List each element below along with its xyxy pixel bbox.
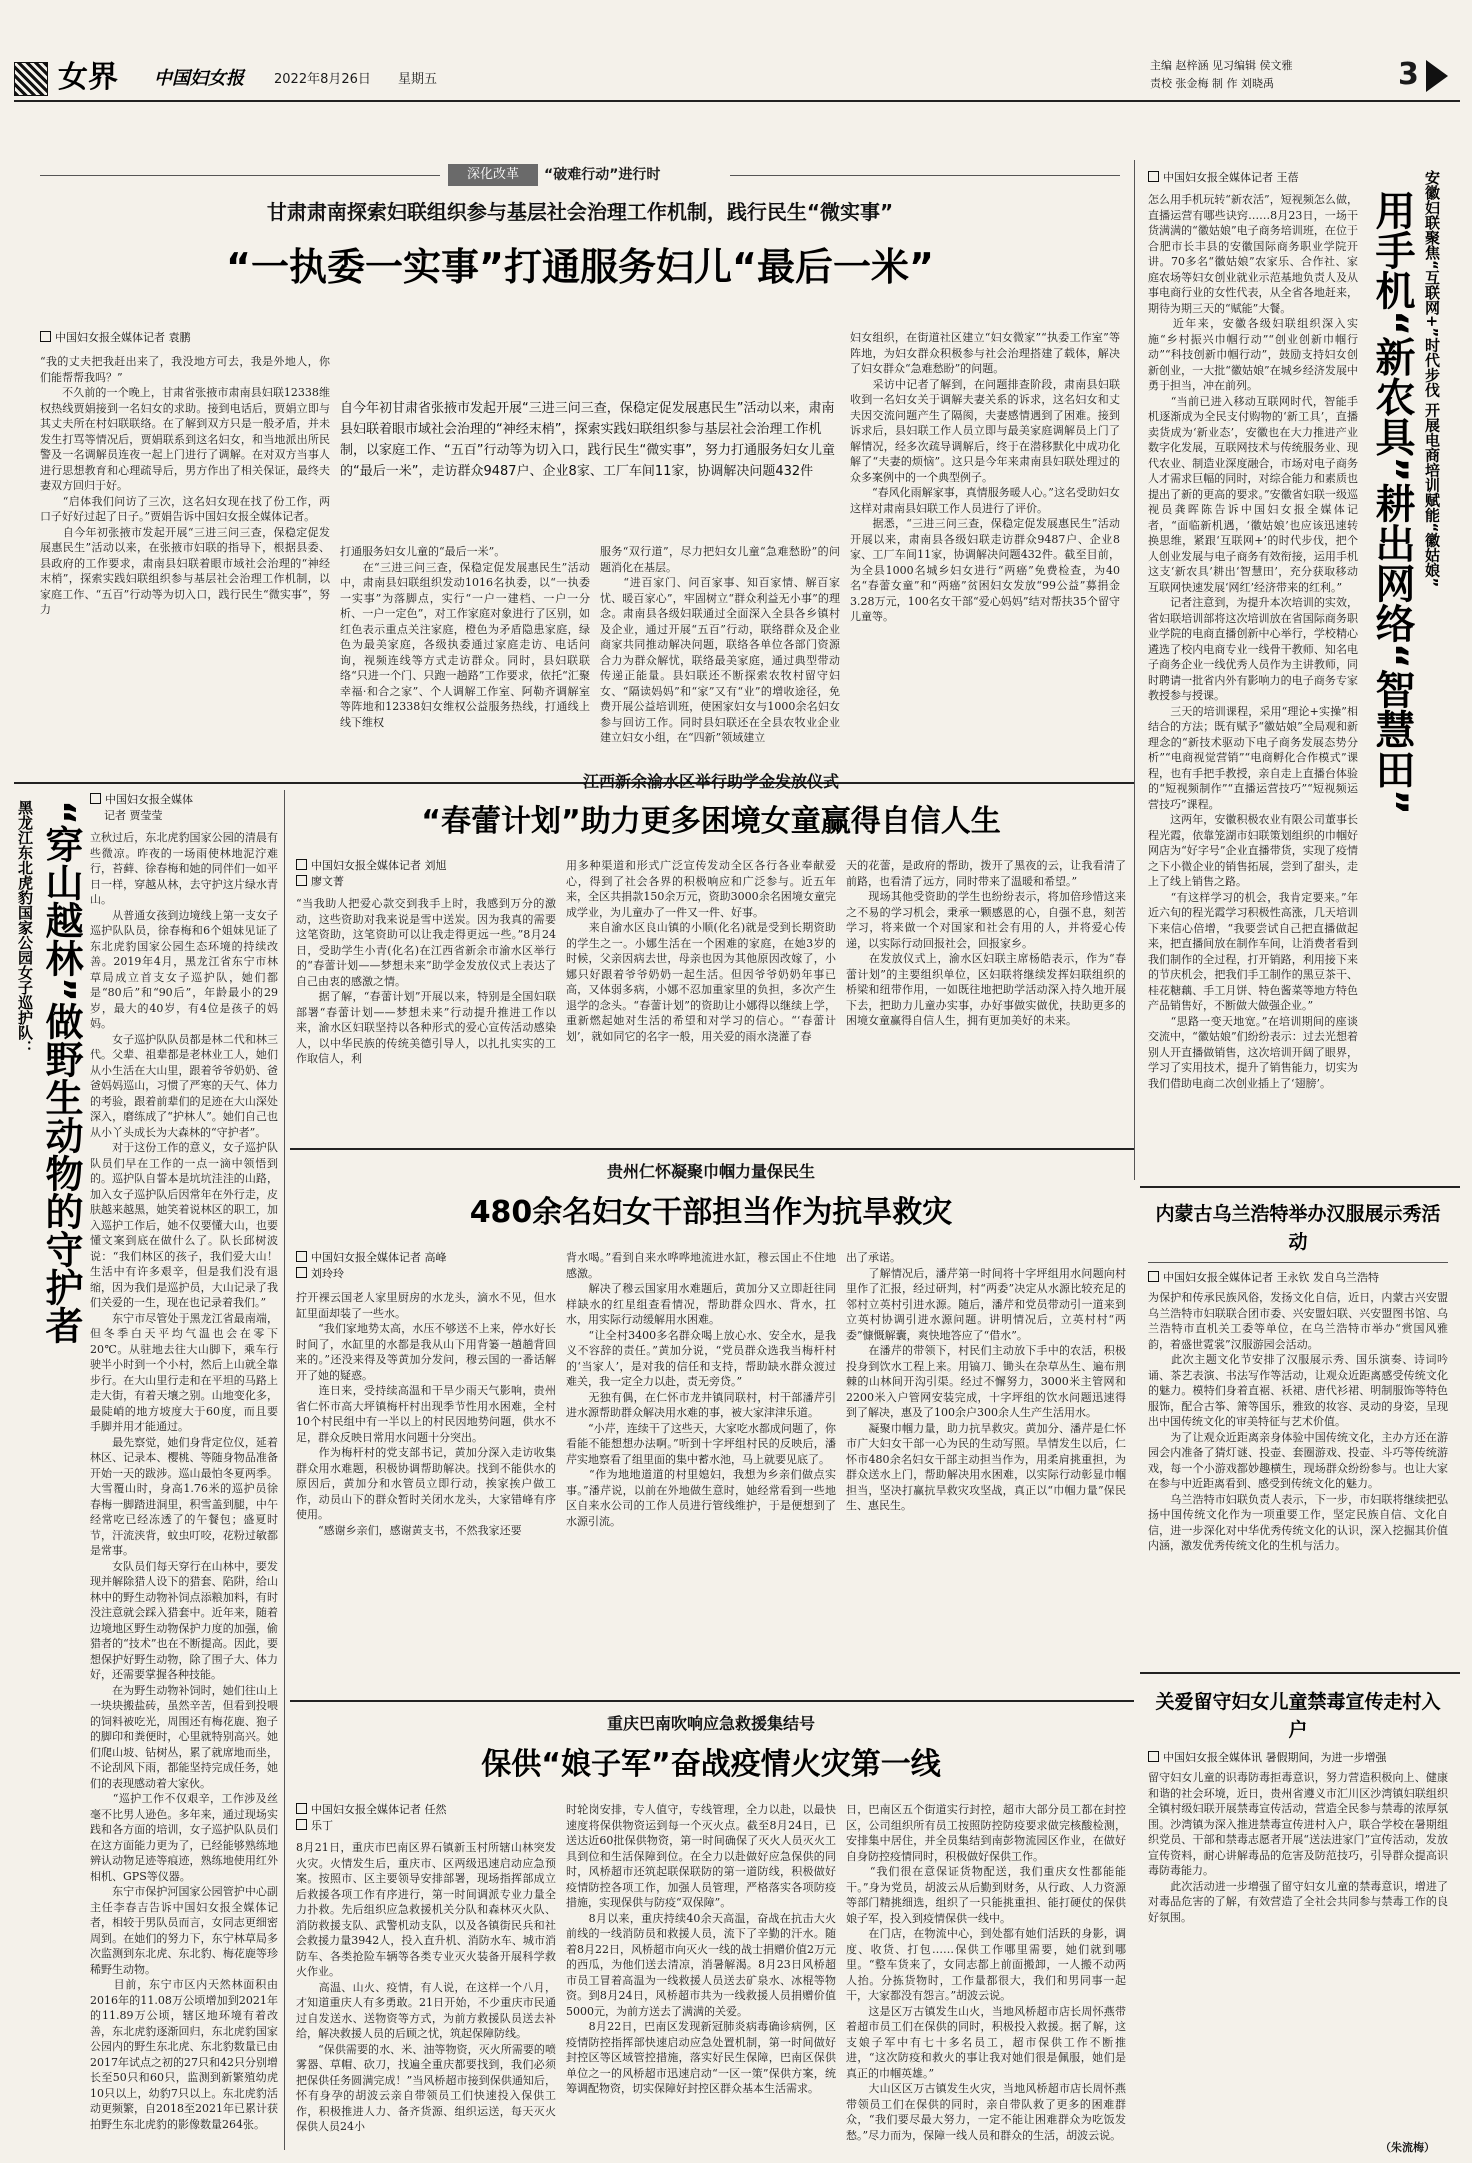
a3-byline-text-1: 中国妇女报全媒体 — [105, 793, 193, 806]
a4-body-col2: 用多种渠道和形式广泛宣传发动全区各行各业奉献爱心，得到了社会各界的积极响应和广泛参与。近五年来，全区共捐款150余万元，资助3000余名困境女童完成学业，为儿童办了一件又一件、好事。 来自渝水区良山镇的小顺(化名)就是受到长期资助的学生之一。小娜生活在一个困难的家庭，在她3岁的时候，父亲因病去世，母亲也因为其他原因改嫁了，小娜只好跟着爷爷奶奶一起生活。但因爷爷奶奶年事已高，又体弱多病，小娜不忍加重家里的负担，多次产生退学的念头。“春蕾计划”的资助让小娜得以继续上学，重新燃起她对生活的希望和对学习的信心。“‘春蕾计划’，就如同它的名字一般，用关爱的雨水浇灌了春 — [566, 859, 836, 1043]
a2-byline — [1148, 170, 1348, 186]
a8-credit: （朱流梅） — [1380, 2141, 1435, 2154]
a7-body: 为保护和传承民族风俗，发扬文化自信，近日，内蒙古兴安盟乌兰浩特市妇联联合团市委、兴安盟妇联、兴安盟图书馆、乌兰浩特市直机关工委等单位，在乌兰浩特市举办“赏国风雅韵，着盛世霓裳”汉服游园会活动。 此次主题文化节安排了汉服展示秀、国乐演奏、诗词吟诵、茶艺表演、书法写作等活动，让观众近距离感受传统文化的魅力。模特们身着直裾、袄裙、唐代衫裙、明制服饰等特色服饰，配合古筝、箫等国乐，雅致的妆容、灵动的身姿，呈现出中国传统文化的审美特征与艺术价值。 为了让观众近距离亲身体验中国传统文化，主办方还在游园会内准备了猜灯谜、投壶、套圈游戏、投壶、斗巧等传统游戏，每一个小游戏都妙趣横生，现场群众纷纷参与。也让大家在参与中近距离看到、感受到传统文化的魅力。 乌兰浩特市妇联负责人表示，下一步，市妇联将继续把弘扬中国传统文化作为一项重要工作，坚定民族自信、文化自信，进一步深化对中华优秀传统文化的认识，深入挖掘其价值内涵，激发优秀传统文化的生机与活力。 — [1148, 1291, 1448, 1552]
a1-headline: “一执委一实事”打通服务妇儿“最后一米” — [226, 245, 934, 289]
a1-byline-text: 中国妇女报全媒体记者 袁鹏 — [55, 331, 191, 344]
masthead-title: 中国妇女报 — [154, 68, 244, 89]
byline-square-icon — [1148, 1751, 1159, 1762]
byline-square-icon — [296, 1251, 307, 1262]
a6-kicker: 重庆巴南吹响应急救援集结号 — [606, 1714, 815, 1733]
topic-tag: 深化改革 — [448, 164, 538, 186]
section-logo-icon — [14, 62, 48, 96]
a1-lead: 自今年初甘肃省张掖市发起开展“三进三问三查，保稳定促发展惠民生”活动以来，肃南县妇联着眼市域社会治理的“神经末梢”，探索实践妇联组织参与基层社会治理工作机制，以家庭工作、“五百”行动等为切入口，践行民生“微实事”，努力打通服务妇女儿童的“最后一米”，走访群众9487户、企业8家、工厂车间11家，协调解决问题432件 — [340, 401, 835, 479]
a6-byline — [296, 1802, 556, 1818]
a6-byline-2 — [296, 1818, 556, 1834]
topic-tag-rule — [40, 175, 440, 176]
a3-headline: “穿山越林”做野生动物的守护者 — [39, 800, 83, 1344]
a6-byline-text: 中国妇女报全媒体记者 任然 — [311, 1803, 447, 1816]
a7-rule — [1148, 1262, 1448, 1263]
a7-headline: 内蒙古乌兰浩特举办汉服展示秀活动 — [1155, 1203, 1441, 1253]
a8-byline — [1148, 1750, 1448, 1766]
a1-byline — [40, 330, 330, 346]
a4-byline-text-2: 廖文菁 — [311, 875, 344, 888]
a3-right-rule — [284, 790, 285, 2150]
a2-body-wide — [1148, 886, 1448, 1176]
a6-body-col2: 时轮岗安排，专人值守，专线管理，全力以赴，以最快速度将保供物资运到每一个灭火点。截至8月24日，已送达近60批保供物资，第一时间确保了灭火人员灭火工具到位和生活保障到位。在全力以赴做好应急保供的同时，风桥超市还筑起联保联防的第一道防线，积极做好疫情防控各项工作，加强人员管理，严格落实各项防疫措施，实现保供与防疫“双保障”。 8月以来，重庆持续40余天高温，奋战在抗击大火前线的一线消防员和救援人员，流下了辛勤的汗水。随着8月22日，风桥超市向灭火一线的战士捐赠价值2万元的西瓜，为他们送去清凉，消暑解渴。8月23日风桥超市员工冒着高温为一线救援人员送去矿泉水、冰棍等物资。到8月24日，风桥超市共为一线救援人员捐赠价值5000元，为前方送去了满满的关爱。 8月22日，巴南区发现新冠肺炎病毒确诊病例，区疫情防控指挥部快速启动应急处置机制，第一时间做好封控区等区域管控措施，落实好民生保障，巴南区保供单位之一的风桥超市迅速启动“一区一策”保供方案，统筹调配物资，切实保障好封控区群众基本生活需求。 — [566, 1803, 836, 2095]
byline-square-icon — [1148, 1271, 1159, 1282]
a6-body-col1: 8月21日，重庆市巴南区界石镇新玉村所辖山林突发火灾。火情发生后，重庆市、区两级迅速启动应急预案。按照市、区主要领导安排部署，现场指挥部成立后救援各项工作有序进行，第一时间调派专业力量全力扑救。先后组织应急救援机关分队和森林灭火队、消防救援支队、武警机动支队，以及各镇街民兵和社会救援力量3942人，投入直升机、消防水车、城市消防车、各类抢险车辆等各类专业灭火装备开展科学救火作业。 高温、山火、疫情，有人说，在这样一个八月，才知道重庆人有多勇敢。21日开始，不少重庆市民通过自发送水、送物资等方式，为前方救援队员送去补给，解决救援人员的后顾之忧，筑起保障防线。 “保供需要的水、米、油等物资，灭火所需要的喷雾器、草帽、砍刀，找遍全重庆都要找到，我们必须把保供任务圆满完成！”当风桥超市接到保供通知后，怀有身孕的胡波云亲自带领员工们快速投入保供工作，积极推进人力、备齐货源、组织运送，每天灭火保供人员24小 — [296, 1841, 556, 2133]
a2-body-top: 怎么用手机玩转“新农活”，短视频怎么做，直播运营有哪些诀窍……8月23日，一场干货满满的“徽姑娘”电子商务培训班，在位于合肥市长丰县的安徽国际商务职业学院开讲。70多名“徽姑娘”农家乐、合作社、家庭农场等妇女创业就业示范基地负责人及从事电商行业的女性代表，从全省各地赶来，期待为期三天的“赋能”大餐。 近年来，安徽各级妇联组织深入实施“乡村振兴巾帼行动”“创业创新巾帼行动”“科技创新巾帼行动”，鼓励支持妇女创新创业，一大批“徽姑娘”在城乡经济发展中勇于担当，冲在前列。 “当前已进入移动互联网时代，智能手机逐渐成为全民支付购物的‘新工具’，直播卖货成为‘新业态’，安徽也在大力推进产业数字化发展，互联网技术与传统服务业、现代农业、制造业深度融合，市场对电子商务人才需求巨幅的同时，对综合能力和素质也提出了新的更高的要求。”安徽省妇联一级巡视员龚晖陈告诉中国妇女报全媒体记者，“面临新机遇，‘徽姑娘’也应该迅速转换思维，紧跟‘互联网+’的时代步伐，把个人创业发展与电子商务有效衔接，运用手机这支‘新农具’耕出‘智慧田’，充分获取移动互联网快速发展‘网红’经济带来的红利。” 记者注意到，为提升本次培训的实效，省妇联培训部将这次培训放在省国际商务职业学院的电商直播创新中心举行，学校精心遴选了校内电商专业一线骨干教师、知名电子商务企业一线优秀人员作为主讲教师，同时聘请一批省内外有影响力的电子商务专家教授参与授课。 三天的培训课程，采用“理论+实操”相结合的方法；既有赋予“徽姑娘”全局观和新理念的“新技术驱动下电子商务发展态势分析”“电商视觉营销”“电商孵化合作模式”课程，也有手把手教授，亲自走上直播台体验的“短视频制作”“直播运营技巧”“短视频运营技巧”课程。 这两年，安徽积极农业有限公司董事长程光霞，依靠笼湖市妇联策划组织的巾帼好网店为“好字号”企业直播带货，实现了疫情之下小微企业的销售拓展，尝到了甜头，走上了线上销售之路。 “有这样学习的机会，我肯定要来。”年近六旬的程光霞学习积极性高涨，几天培训下来信心倍增，“我要尝试自己把直播做起来，把直播间放在制作车间，让消费者看到我们制作的全过程，打开销路，利用接下来的节庆机会，把我们手工制作的黑豆茶干、桂花糖藕、手工月饼、特色酱菜等地方特色产品销售好，不断做大做强企业。” “思路一变天地宽。”在培训期间的座谈交流中，“徽姑娘”们纷纷表示：过去光想着别人开直播做销售，这次培训开阔了眼界，学习了实用技术，提升了销售能力，切实为我们借助电商二次创业插上了‘翅膀’。 — [1148, 193, 1358, 1090]
editor-credits: 主编 赵梓涵 见习编辑 侯文雅 — [1150, 59, 1293, 72]
a4-kicker: 江西新余渝水区举行助学金发放仪式 — [582, 772, 839, 791]
a7-bottom-rule — [1140, 1672, 1460, 1674]
a8-headline: 关爱留守妇女儿童禁毒宣传走村入户 — [1155, 1691, 1441, 1741]
a5-kicker: 贵州仁怀凝聚巾帼力量保民生 — [606, 1162, 815, 1181]
topic-tag-title: “破难行动”进行时 — [544, 167, 661, 183]
a1-kicker: 甘肃肃南探索妇联组织参与基层社会治理工作机制，践行民生“微实事” — [266, 200, 894, 224]
byline-square-icon — [296, 1267, 307, 1278]
a7-byline-text: 中国妇女报全媒体记者 王永钦 发自乌兰浩特 — [1163, 1271, 1379, 1284]
a1-body-col4: 妇女组织，在街道社区建立“妇女微家”“执委工作室”等阵地，为妇女群众积极参与社会治理搭建了载体，解决了妇女群众“急难愁盼”的问题。 采访中记者了解到，在问题排查阶段，肃南县妇联收到一名妇女关于调解夫妻关系的诉求，这名妇女和丈夫因交流问题产生了隔阂，夫妻感情遇到了困难。接到诉求后，县妇联工作人员立即与最美家庭调解员上门了解情况，经多次疏导调解后，终于在潜移默化中成功化解了“夫妻的烦恼”。这只是今年来肃南县妇联处理过的众多案例中的一个典型例子。 “春风化雨解家事，真情服务暖人心。”这名受助妇女这样对肃南县妇联工作人员进行了评价。 据悉，“三进三问三查，保稳定促发展惠民生”活动开展以来，肃南县各级妇联走访群众9487户、企业8家、工厂车间11家，协调解决问题432件。截至目前，为全县1000名城乡妇女进行“两癌”免费检查，为40名“春蕾女童”和“两癌”贫困妇女发放“99公益”募捐金3.28万元，100名女干部“爱心妈妈”结对帮扶35个留守儿童等。 — [850, 331, 1120, 623]
a5-byline — [296, 1250, 556, 1266]
a6-byline-text-2: 乐丁 — [311, 1819, 333, 1832]
a4-body-col3: 天的花蕾，是政府的帮助，拨开了黑夜的云，让我看清了前路，也看清了远方，同时带来了温暖和希望。” 现场其他受资助的学生也纷纷表示，将加倍珍惜这来之不易的学习机会，秉承一颗感恩的心，自强不息，刻苦学习，将来做一个对国家和社会有用的人，并将爱心传递，以实际行动回报社会，回报家乡。 在发放仪式上，渝水区妇联主席杨皓表示，作为“春蕾计划”的主要组织单位，区妇联将继续发挥妇联组织的桥梁和纽带作用，一如既往地把助学活动深入持久地开展下去，把助力儿童办实事，办好事做实做优，扶助更多的困境女童赢得自信人生，拥有更加美好的未来。 — [846, 859, 1126, 1027]
a5-byline-text: 中国妇女报全媒体记者 高峰 — [311, 1251, 447, 1264]
a6-body-col3: 日，巴南区五个街道实行封控，超市大部分员工都在封控区，公司组织所有员工按照防控防疫要求做完核酸检测，安排集中居住，并全员集结到南彭物流园区作业，在做好自身防控疫情同时，积极做好保供工作。 “我们很在意保证货物配送，我们重庆女性都能能干。”身为党员，胡波云从后勤到财务，从行政、人力资源等部门精挑细选，组织了一只能挑重担、能打硬仗的保供娘子军，投入到疫情保供一线中。 在门店，在物流中心，到处都有她们活跃的身影，调度、收货、打包……保供工作哪里需要，她们就到哪里。“整车货来了，女同志都上前面搬卸，一人搬不动两人抬。分拣货物时，工作量都很大，我们和男同事一起干，大家都没有怨言。”胡波云说。 这是区万古镇发生山火，当地风桥超市店长周怀燕带着超市员工们在保供的同时，积极投入救援。据了解，这支娘子军中有七十多名员工，超市保供工作不断推进，“这次防疫和救火的事让我对她们很是佩服，她们是真正的巾帼英雄。” 大山区区万古镇发生火灾，当地风桥超市店长周怀燕带领员工们在保供的同时，亲自带队救了更多的困难群众，“我们要尽最大努力，一定不能让困难群众为吃饭发愁。”尽力而为，保障一线人员和群众的生活，胡波云说。 — [846, 1803, 1126, 2142]
a6-headline: 保供“娘子军”奋战疫情火灾第一线 — [481, 1747, 941, 1782]
byline-square-icon — [296, 1803, 307, 1814]
a2-byline-text: 中国妇女报全媒体记者 王蓓 — [1163, 171, 1299, 184]
a4-bottom-rule — [290, 1148, 1134, 1150]
a8-body: 留守妇女儿童的识毒防毒拒毒意识，努力营造积极向上、健康和谐的社会环境，近日，贵州省遵义市汇川区沙湾镇妇联组织全镇村级妇联开展禁毒宣传活动，营造全民参与禁毒的浓厚氛围。沙湾镇为深入推进禁毒宣传进村入户，联合学校在暑期组织党员、干部和禁毒志愿者开展“送法进家门”宣传活动，发放宣传资料，耐心讲解毒品的危害及防范技巧，引导群众提高识毒防毒能力。 此次活动进一步增强了留守妇女儿童的禁毒意识，增进了对毒品危害的了解，有效营造了全社会共同参与禁毒工作的良好氛围。 — [1148, 1771, 1448, 1924]
a5-body-col3: 出了承诺。 了解情况后，潘芹第一时间将十字坪组用水问题向村里作了汇报，经过研判，村“两委”决定从水源比较充足的邻村立英村引进水源。随后，潘芹和党员带动引一道来到立英村协调引进水源问题。讲明情况后，立英村村“两委”慷慨解囊，爽快地答应了“借水”。 在潘芹的带领下，村民们主动放下手中的农活，积极投身到饮水工程上来。用镐刀、锄头在杂草丛生、遍布荆棘的山林间开沟引渠。经过不懈努力，3000米主管网和2200米入户管网安装完成，十字坪组的饮水问题迅速得到了解决，惠及了100余户300余人生产生活用水。 凝聚巾帼力量，助力抗旱救灾。黄加分、潘芹是仁怀市广大妇女干部一心为民的生动写照。旱情发生以后，仁怀市480余名妇女干部主动担当作为，用柔肩挑重担，为群众送水上门，帮助解决用水困难，以实际行动彰显巾帼担当，坚决打赢抗旱救灾攻坚战，真正以“巾帼力量”保民生、惠民生。 — [846, 1251, 1126, 1512]
a3-byline-2: 记者 贾莹莹 — [104, 809, 163, 822]
page-arrow-icon — [1426, 60, 1448, 92]
page-number: 3 — [1398, 57, 1419, 92]
byline-square-icon — [1148, 171, 1159, 182]
a3-byline — [90, 792, 270, 808]
a1-body-col2: 打通服务妇女儿童的“最后一米”。 在“三进三问三查，保稳定促发展惠民生”活动中，肃南县妇联组织发动1016名执委，以“一执委一实事”为落脚点，实行“一户一建档、一户一分析、一户一定色”，对工作家庭对象进行了区别，如红色表示重点关注家庭，橙色为矛盾隐患家庭，绿色为最美家庭，各级执委通过家庭走访、电话问询，视频连线等方式走访群众。同时，县妇联联络“只进一个门、只跑一趟路”工作要求，依托“汇聚幸福·和合之家”、个人调解工作室、阿勒齐调解室等阵地和12338妇女维权公益服务热线，打通线上线下维权 — [340, 545, 590, 729]
a2-left-rule — [1134, 160, 1135, 1180]
issue-date: 2022年8月26日 — [274, 72, 371, 87]
a1-body-col3: 服务“双行道”，尽力把妇女儿童“急难愁盼”的问题消化在基层。 “进百家门、问百家事、知百家情、解百家忧、暖百家心”，牢固树立“群众利益无小事”的理念。肃南县各级妇联通过全面深入全县各乡镇村及企业，通过开展“五百”行动，联络群众及企业商家共同推动解决问题，联络各单位各部门资源合力为群众解忧，联络最美家庭，通过典型带动传递正能量。县妇联还不断探索农牧村留守妇女、“隔读妈妈”和“家”又有“业”的增收途径，免费开展公益培训班，使困家妇女与1000余名妇女参与回访工作。同时县妇联还在全县农牧业企业建立妇女小组，在“四新”领域建立 — [600, 545, 840, 744]
a1-body-col1: “我的丈夫把我赶出来了，我没地方可去，我是外地人，你们能帮帮我吗？” 不久前的一个晚上，甘肃省张掖市肃南县妇联12338维权热线贾娟接到一名妇女的求助。接到电话后，贾娟立即与其丈夫所在村妇联联络。在了解到双方只是一般矛盾，并未发生打骂等情况后，贾娟联系到这名妇女，和当地派出所民警及一名调解员连夜一起上门进行了调解。在对双方当事人进行思想教育和心理疏导后，男方作出了相关保证，最终夫妻双方回归于好。 “启体我们问访了三次，这名妇女现在找了份工作，两口子好好过起了日子。”贾娟告诉中国妇女报全媒体记者。 自今年初张掖市发起开展“三进三问三查，保稳定促发展惠民生”活动以来，在张掖市妇联的指导下，根据县委、县政府的工作要求，肃南县妇联着眼市域社会治理的“神经末梢”，探索实践妇联组织参与基层社会治理工作机制，以家庭工作、“五百”行动等为切入口，践行民生“微实事”，努力 — [40, 355, 330, 616]
editor-credits-2: 责校 张金梅 制 作 刘晓禹 — [1150, 77, 1274, 90]
a2-bottom-rule — [1140, 1186, 1460, 1188]
a4-headline: “春蕾计划”助力更多困境女童赢得自信人生 — [421, 804, 1001, 839]
a5-body-col2: 背水喝。”看到自来水哗哗地流进水缸，穆云国止不住地感激。 解决了穆云国家用水难题后，黄加分又立即赶往同样缺水的红星组查看情况，帮助群众四水、背水，扛水，用实际行动缓解用水困难。 “让全村3400多名群众喝上放心水、安全水，是我义不容辞的责任。”黄加分说，“党员群众选我当梅杆村的‘当家人’，是对我的信任和支持，帮助缺水群众渡过难关，我一定全力以赴，责无旁贷。” 无独有偶，在仁怀市龙井镇同联村，村干部潘芹引进水源帮助群众解决用水难的事，被大家津津乐道。 “小芹，连续干了这些天，大家吃水都成问题了，你看能不能想想办法啊。”听到十字坪组村民的反映后，潘芹实地察看了组里面的集中蓄水池，马上就要见底了。 “作为地地道道的村里媳妇，我想为乡亲们做点实事。”潘芹说，以前在外地做生意时，她经常看到一些地区自来水公司的工作人员进行管线维护，于是便想到了水源引流。 — [566, 1251, 836, 1528]
a2-headline: 用手机“新农具”耕出网络“智慧田” — [1369, 190, 1415, 816]
byline-square-icon — [40, 331, 51, 342]
byline-square-icon — [296, 875, 307, 886]
a5-headline: 480余名妇女干部担当作为抗旱救灾 — [469, 1195, 953, 1230]
a4-byline-2 — [296, 874, 556, 890]
masthead-rule — [14, 100, 1460, 102]
byline-square-icon — [90, 793, 101, 804]
a4-byline-text: 中国妇女报全媒体记者 刘旭 — [311, 859, 447, 872]
masthead-bar — [14, 58, 1460, 118]
a2-kicker: 安徽妇联聚焦“互联网+”时代步伐 开展电商培训赋能“徽姑娘” — [1423, 170, 1441, 588]
byline-square-icon — [296, 1819, 307, 1830]
topic-tag-rule-right — [730, 175, 1120, 176]
a8-byline-text: 中国妇女报全媒体讯 暑假期间，为进一步增强 — [1163, 1751, 1387, 1764]
byline-square-icon — [296, 859, 307, 870]
a4-body-col1: “当我助人把爱心款交到我手上时，我感到万分的激动，这些资助对我来说是雪中送炭。因为我真的需要这笔资助，这笔资助可以让我走得更远一些。”8月24日，受助学生小青(化名)在江西省新余市渝水区举行的“春蕾计划——梦想未来”助学金发放仪式上表达了自己由衷的感激之情。 据了解，“春蕾计划”开展以来，特别是全国妇联部署“春蕾计划——梦想未来”行动提升推进工作以来，渝水区妇联坚持以各种形式的爱心宣传活动感染人，以中华民族的传统美德引导人，以扎扎实实的工作取信人，利 — [296, 897, 556, 1065]
a5-body-col1: 拧开裸云国老人家里厨房的水龙头，滴水不见，但水缸里面却装了一些水。 “我们家地势太高，水压不够送不上来，停水好长时间了，水缸里的水都是我从山下用背篓一趟趟背回来的。”还没来得及等黄加分发问，穆云国的一番话解开了她的疑惑。 连日来，受持续高温和干旱少雨天气影响，贵州省仁怀市高大坪镇梅杆村出现季节性用水困难，全村10个村民组中有一半以上的村民因地势问题，供水不足，群众反映日常用水问题十分突出。 作为梅杆村的党支部书记，黄加分深入走访收集群众用水难题，积极协调帮助解决。找到不能供水的原因后，黄加分和水管员立即行动，挨家挨户做工作，动员山下的群众暂时关闭水龙头，大家错峰有序使用。 “感谢乡亲们，感谢黄支书，不然我家还要 — [296, 1291, 556, 1537]
a5-byline-text-2: 刘玲玲 — [311, 1267, 344, 1280]
a5-byline-2 — [296, 1266, 556, 1282]
issue-weekday: 星期五 — [398, 72, 438, 87]
a7-byline — [1148, 1270, 1448, 1286]
section-name: 女界 — [58, 60, 118, 95]
a5-bottom-rule — [290, 1700, 1134, 1702]
a3-body: 立秋过后，东北虎豹国家公园的清晨有些微凉。昨夜的一场雨使林地泥泞难行，苔藓、徐春梅和她的同伴们一如平日一样，穿越从林，去守护这片绿水青山。 从普通女孩到边境线上第一支女子巡护队队员，徐春梅和6个姐妹见证了东北虎豹国家公园生态环境的持续改善。2019年4月，黑龙江省东宁市林草局成立首支女子巡护队，她们都是“80后”和“90后”，年龄最小的29岁，最大的40岁，有4位是孩子的妈妈。 女子巡护队队员都是林二代和林三代。父辈、祖辈都是老林业工人，她们从小生活在大山里，跟着爷爷奶奶、爸爸妈妈巡山，习惯了严寒的天气、体力的考验，跟着前辈们的足迹在大山深处深入，磨练成了“护林人”。她们自己也从小丫头成长为大森林的“守护者”。 对于这份工作的意义，女子巡护队队员们早在工作的一点一滴中领悟到的。巡护队自誓本是坑坑洼洼的山路，加入女子巡护队后因常年在外行走，皮肤越来越黑，她笑着说林区的职工，加入巡护工作后，她不仅要懂大山，也要懂文案到底在做什么了。队长邱树波说：“我们林区的孩子，我们爱大山！生活中有许多艰辛，但是我们没有退缩，因为我们是巡护员，大山记录了我们关爱的一生，现在也记录着我们。” 东宁市尽管处于黑龙江省最南端，但冬季白天平均气温也会在零下20℃。从驻地去往大山脚下，乘车行驶半小时到一个小村，然后上山就全靠步行。在大山里行走和在平坦的马路上走大街，有着天壤之别。山地变化多，最陡峭的地方坡度大于60度，而且要手脚并用才能通过。 最先察觉，她们身背定位仪，延着林区、记录本、樱桃、等随身物品准备开始一天的跋涉。巡山最怕冬夏两季。大雪覆山时，身高1.76米的巡护员徐春梅一脚踏进洞里，积雪盖到腿，中午经常吃已经冻透了的午餐包；盛夏时节，汗流浃背，蚊虫叮咬，花粉过敏都是常事。 女队员们每天穿行在山林中，要发现并解除猎人设下的猎套、陷阱，给山林中的野生动物补饲点添粮加料，有时没注意就会踩入猎套中。近年来，随着边境地区野生动物保护力度的加强，偷猎者的“技术”也在不断提高。因此，要想保护好野生动物，除了围子大、体力好，还需要掌握各种技能。 在为野生动物补饲时，她们往山上一块块搬盐砖，虽然辛苦，但看到投喂的饲料被吃光，周围还有梅花鹿、狍子的脚印和粪便时，心里就特别高兴。她们爬山坡、钻树丛，累了就席地而坐，不论刮风下雨，都能坚持完成任务，她们的表现感动着大家伙。 “巡护工作不仅艰辛，工作涉及丝毫不比男人逊色。多年来，通过现场实践和各方面的培训，女子巡护队队员们在这方面能力更为了，已经能够熟练地辨认动物足迹等痕迹，熟练地使用红外相机、GPS等仪器。 东宁市保护河国家公园管护中心副主任李春吉告诉中国妇女报全媒体记者，相较于男队员而言，女同志更细密周到。在她们的努力下，东宁林草局多次监测到东北虎、东北豹、梅花鹿等珍稀野生动物。 目前，东宁市区内天然林面积由2016年的11.08万公顷增加到2021年的11.89万公顷，辖区地环境有着改善，东北虎豹逐渐回归，东北虎豹国家公园内的野生东北虎、东北豹数量已由2017年试点之初的27只和42只分别增长至50只和60只，监测到新繁殖幼虎10只以上，幼豹7只以上。东北虎豹活动更频繁，自2018至2021年已累计获拍野生东北虎豹的影像数量264张。 — [90, 831, 278, 2131]
a3-kicker: 黑龙江东北虎豹国家公园女子巡护队： — [16, 800, 34, 1055]
a4-byline — [296, 858, 556, 874]
